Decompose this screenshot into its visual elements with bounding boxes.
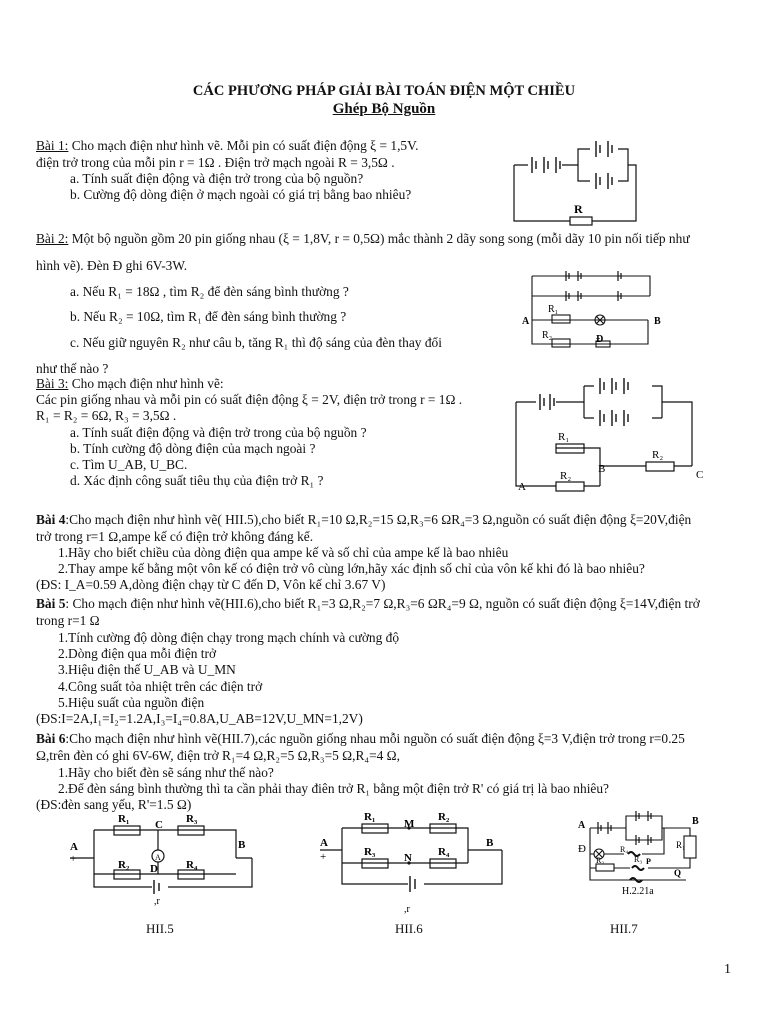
fig2-A: A [522, 316, 530, 327]
caption-hii7: HII.7 [610, 921, 638, 936]
bai5-q2: 2.Dòng điện qua mỗi điện trở [58, 646, 217, 661]
bai4-line2: trở trong r=1 Ω,ampe kế có điện trở không đáng kể. [36, 529, 314, 544]
h7-D: Đ [578, 843, 586, 855]
bai3-line0 [36, 376, 224, 392]
fig3-R3: R₂ [652, 449, 664, 461]
h7-R4: R₄ [620, 845, 629, 854]
bai4-q2: 2.Thay ampe kế bằng một vôn kế có điện trở vô cùng lớn,hãy xác định số chỉ của vôn kế khi đó là bao nhiêu? [58, 561, 645, 576]
caption-hii6: HII.6 [395, 921, 423, 936]
bai4-q1: 1.Hãy cho biết chiều của dòng điện qua ampe kế và số chỉ của ampe kế là bao nhiêu [58, 545, 509, 560]
h5-B: B [238, 839, 246, 851]
bai5-q3: 3.Hiệu điện thế U_AB và U_MN [58, 662, 236, 677]
h6-R2: R₂ [438, 811, 450, 823]
bai2-line3: như thế nào ? [36, 361, 109, 376]
page-subtitle: Ghép Bộ Nguồn [332, 101, 436, 117]
h7-P: P [646, 857, 651, 866]
h6-r: ,r [404, 904, 410, 915]
bai5-line2: trong r=1 Ω [36, 613, 100, 628]
bai6-text1: :Cho mạch điện như hình vẽ(HII.7),các nguồn giống nhau mỗi nguồn có suất điện động ξ=3 V,điện trở trong r=0.25 [65, 731, 685, 746]
fig2-B: B [654, 316, 661, 327]
figure-hii6 [318, 808, 516, 916]
h5-R1: R₁ [118, 813, 130, 825]
h7-R2: R₂ [596, 856, 605, 865]
bai2-line1 [36, 231, 690, 247]
fig1-R-label: R [574, 202, 583, 216]
h7-A: A [578, 820, 586, 831]
bai5-line1 [36, 596, 700, 612]
bai2-line2: hình vẽ). Đèn Đ ghi 6V-3W. [36, 258, 188, 273]
bai6-line2: Ω,trên đèn có ghi 6V-6W, điện trở R₁=4 Ω,R₂=5 Ω,R₃=5 Ω,R₄=4 Ω, [36, 748, 400, 763]
caption-hii5: HII.5 [146, 921, 174, 936]
h5-C: C [155, 819, 163, 831]
bai3-line2: R₁ = R₂ = 6Ω, R₃ = 3,5Ω . [36, 408, 177, 423]
bai3-b: b. Tính cường độ dòng điện của mạch ngoài ? [70, 441, 316, 456]
bai3-d: d. Xác định công suất tiêu thụ của điện trở R₁ ? [70, 473, 324, 488]
h5-R3: R₃ [186, 813, 198, 825]
fig2-R1: R₁ [548, 304, 559, 315]
h7-R1: R₁ [676, 840, 686, 850]
page-title: CÁC PHƯƠNG PHÁP GIẢI BÀI TOÁN ĐIỆN MỘT CHIỀU [192, 83, 576, 99]
bai6-label: Bài 6 [36, 731, 66, 746]
bai5-label: Bài 5 [36, 596, 66, 611]
bai1-line2: điện trở trong của mỗi pin r = 1Ω . Điện trở mạch ngoài R = 3,5Ω . [36, 155, 395, 170]
bai1-label: Bài 1: [36, 138, 69, 153]
h7-Q: Q [674, 868, 682, 878]
figure-bai3 [512, 372, 708, 494]
h5-A: A [70, 841, 78, 853]
h6-R3: R₃ [364, 846, 376, 858]
bai5-text1: : Cho mạch điện như hình vẽ(HII.6),cho biết R₁=3 Ω,R₂=7 Ω,R₃=6 ΩR₄=9 Ω, nguồn có suất điện động ξ=14V,điện trở [65, 596, 700, 611]
h6-plus: + [320, 851, 327, 863]
bai1-b: b. Cường độ dòng điện ở mạch ngoài có giá trị bằng bao nhiêu? [70, 187, 412, 202]
figure-bai2 [518, 262, 670, 354]
fig3-R2: R₂ [560, 470, 572, 482]
h6-R4: R₄ [438, 846, 450, 858]
bai1-a: a. Tính suất điện động và điện trở trong của bộ nguồn? [70, 171, 364, 186]
fig3-B: B [598, 463, 606, 475]
bai4-line1 [36, 512, 691, 528]
bai3-c: c. Tìm U_AB, U_BC. [70, 457, 188, 472]
fig3-A: A [518, 481, 526, 493]
bai1-line1 [36, 138, 418, 154]
bai6-answer: (ĐS:đèn sang yếu, R'=1.5 Ω) [36, 797, 192, 812]
bai6-line1 [36, 731, 685, 747]
h7-R3: R₃ [634, 855, 643, 864]
bai6-q2: 2.Để đèn sáng bình thường thì ta cần phải thay điên trở R₁ bằng một điện trở R' có giá trị là bao nhiêu? [58, 781, 609, 796]
fig3-R1: R₁ [558, 431, 570, 443]
bai4-text1: :Cho mạch điện như hình vẽ( HII.5),cho biết R₁=10 Ω,R₂=15 Ω,R₃=6 ΩR₄=3 Ω,nguồn có suất điện động ξ=20V,điện [65, 512, 692, 527]
h6-R1: R₁ [364, 811, 376, 823]
h5-R4: R₄ [186, 859, 198, 871]
bai6-q1: 1.Hãy cho biết đèn sẽ sáng như thế nào? [58, 765, 274, 780]
bai3-a: a. Tính suất điện động và điện trở trong của bộ nguồn ? [70, 425, 367, 440]
bai1-text1: Cho mạch điện như hình vẽ. Mỗi pin có suất điện động ξ = 1,5V. [68, 138, 419, 153]
h5-D: D [150, 863, 158, 875]
bai2-label: Bài 2: [36, 231, 69, 246]
h6-A: A [320, 837, 328, 849]
bai4-answer: (ĐS: I_A=0.59 A,dòng điện chạy từ C đến D, Vôn kế chỉ 3.67 V) [36, 577, 386, 592]
h5-R2: R₂ [118, 859, 130, 871]
bai5-q5: 5.Hiệu suất của nguồn điện [58, 695, 205, 710]
h7-B: B [692, 816, 699, 827]
bai5-answer: (ĐS:I=2A,I₁=I₂=1.2A,I₃=I₄=0.8A,U_AB=12V,U_MN=1,2V) [36, 711, 363, 726]
bai3-label: Bài 3: [36, 376, 69, 391]
bai2-c: c. Nếu giữ nguyên R₂ như câu b, tăng R₁ thì độ sáng của đèn thay đổi [70, 335, 442, 350]
bai2-a: a. Nếu R₁ = 18Ω , tìm R₂ để đèn sáng bình thường ? [70, 284, 349, 299]
fig2-R2: R₂ [542, 330, 553, 341]
figure-hii7 [566, 806, 726, 902]
bai3-text0: Cho mạch điện như hình vẽ: [68, 376, 224, 391]
h6-M: M [404, 818, 415, 830]
h5-ammeter: A [155, 853, 161, 862]
bai3-line1: Các pin giống nhau và mỗi pin có suất điện động ξ = 2V, điện trở trong r = 1Ω . [36, 392, 463, 407]
bai2-text1: Một bộ nguồn gồm 20 pin giống nhau (ξ = 1,8V, r = 0,5Ω) mắc thành 2 dãy song song (mỗi dãy 10 pin nối tiếp như [68, 231, 690, 246]
bai2-b: b. Nếu R₂ = 10Ω, tìm R₁ để đèn sáng bình thường ? [70, 309, 347, 324]
h5-r: ,r [154, 896, 160, 907]
bai4-label: Bài 4 [36, 512, 66, 527]
h7-note: H.2.21a [622, 886, 654, 897]
figure-hii5 [66, 812, 266, 907]
figure-bai1 [510, 135, 640, 227]
fig2-D: Đ [596, 334, 604, 345]
bai5-q4: 4.Công suất tỏa nhiệt trên các điện trở [58, 679, 263, 694]
h6-N: N [404, 852, 412, 864]
fig3-C: C [696, 469, 704, 481]
bai5-q1: 1.Tính cường độ dòng điện chạy trong mạch chính và cường độ [58, 630, 400, 645]
page-number: 1 [724, 962, 731, 977]
h5-plus: + [70, 853, 77, 865]
h6-B: B [486, 837, 494, 849]
